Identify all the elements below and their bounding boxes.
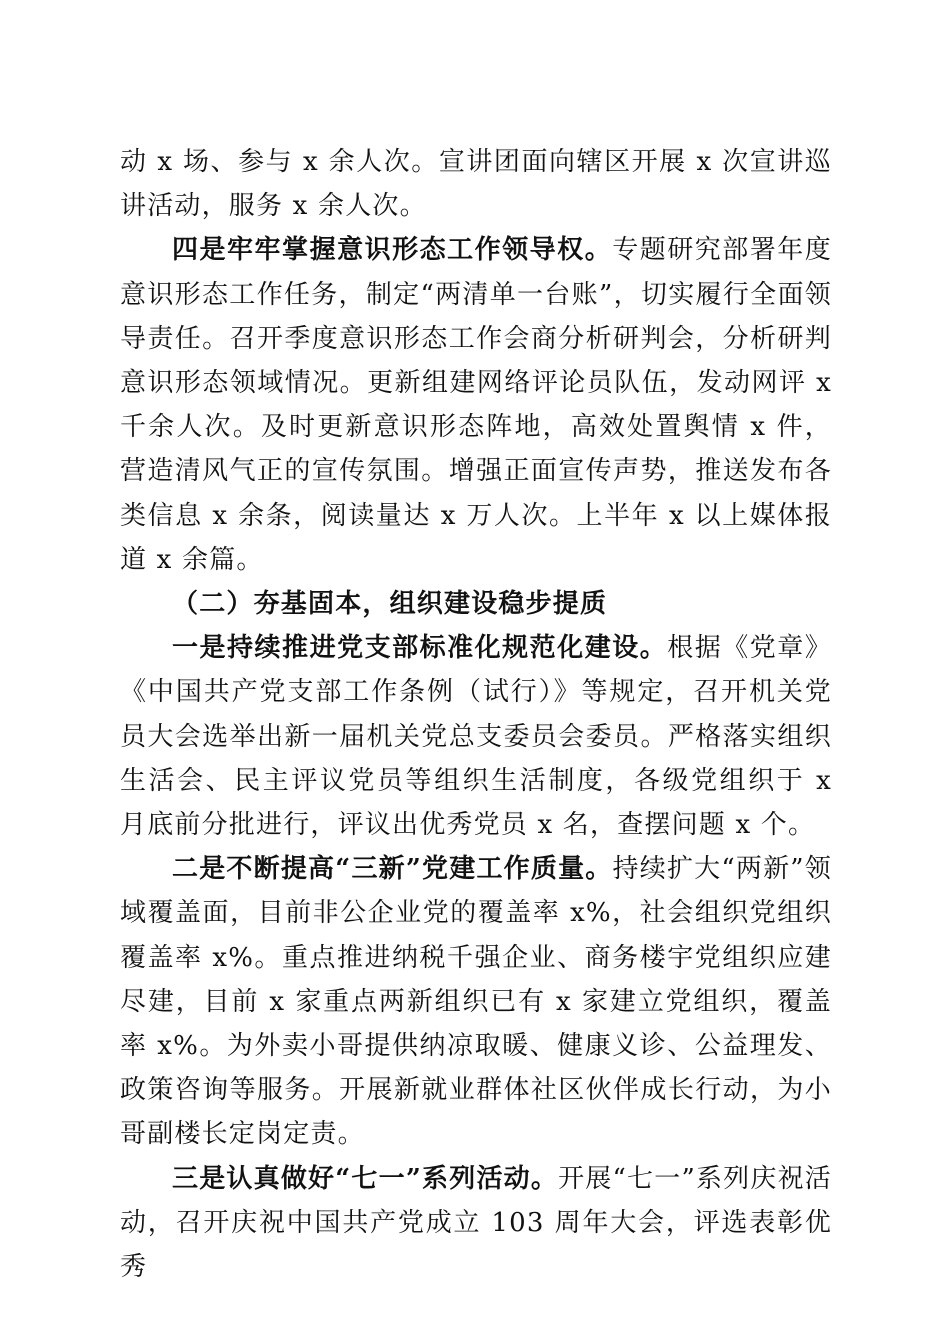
paragraph-text: 开展“七一”系列庆祝活动，召开庆祝中国共产党成立 103 周年大会，评选表彰优秀 [120, 1163, 832, 1283]
paragraph-text: 动 x 场、参与 x 余人次。宣讲团面向辖区开展 x 次宣讲巡讲活动，服务 x 余人次。 [120, 147, 832, 222]
paragraph-three-new-party-building [120, 847, 832, 1156]
paragraph-continuation [120, 140, 832, 228]
paragraph-text: 持续扩大“两新”领域覆盖面，目前非公企业党的覆盖率 x%，社会组织党组织覆盖率 x%。重点推进纳税千强企业、商务楼宇党组织应建尽建，目前 x 家重点两新组织已有 x 家建立党组织，覆盖率 x%。为外卖小哥提供纳凉取暖、健康义诊、公益理发、政策咨询等服务。开展新就业群体社区伙伴成长行动，为小哥副楼长定岗定责。 [120, 854, 832, 1150]
paragraph-branch-standardization [120, 626, 832, 847]
section-heading: （二）夯基固本，组织建设稳步提质 [172, 589, 608, 620]
paragraph-text: 专题研究部署年度意识形态工作任务，制定“两清单一台账”，切实履行全面领导责任。召开季度意识形态工作会商分析研判会，分析研判意识形态领域情况。更新组建网络评论员队伍，发动网评 x 千余人次。及时更新意识形态阵地，高效处置舆情 x 件，营造清风气正的宣传氛围。增强正面宣传声势，推送发布各类信息 x 余条，阅读量达 x 万人次。上半年 x 以上媒体报道 x 余篇。 [120, 235, 832, 575]
paragraph-july-first-activities [120, 1157, 832, 1290]
paragraph-text: 根据《党章》《中国共产党支部工作条例（试行）》等规定，召开机关党员大会选举出新一届机关党总支委员会委员。严格落实组织生活会、民主评议党员等组织生活制度，各级党组织于 x 月底前分批进行，评议出优秀党员 x 名，查摆问题 x 个。 [120, 633, 832, 841]
document-page [120, 140, 832, 1289]
paragraph-ideology-leadership [120, 228, 832, 582]
paragraph-lead: 三是认真做好“七一”系列活动。 [172, 1163, 559, 1194]
paragraph-lead: 一是持续推进党支部标准化规范化建设。 [172, 633, 668, 664]
paragraph-lead: 四是牢牢掌握意识形态工作领导权。 [172, 235, 613, 266]
paragraph-lead: 二是不断提高“三新”党建工作质量。 [172, 854, 613, 885]
